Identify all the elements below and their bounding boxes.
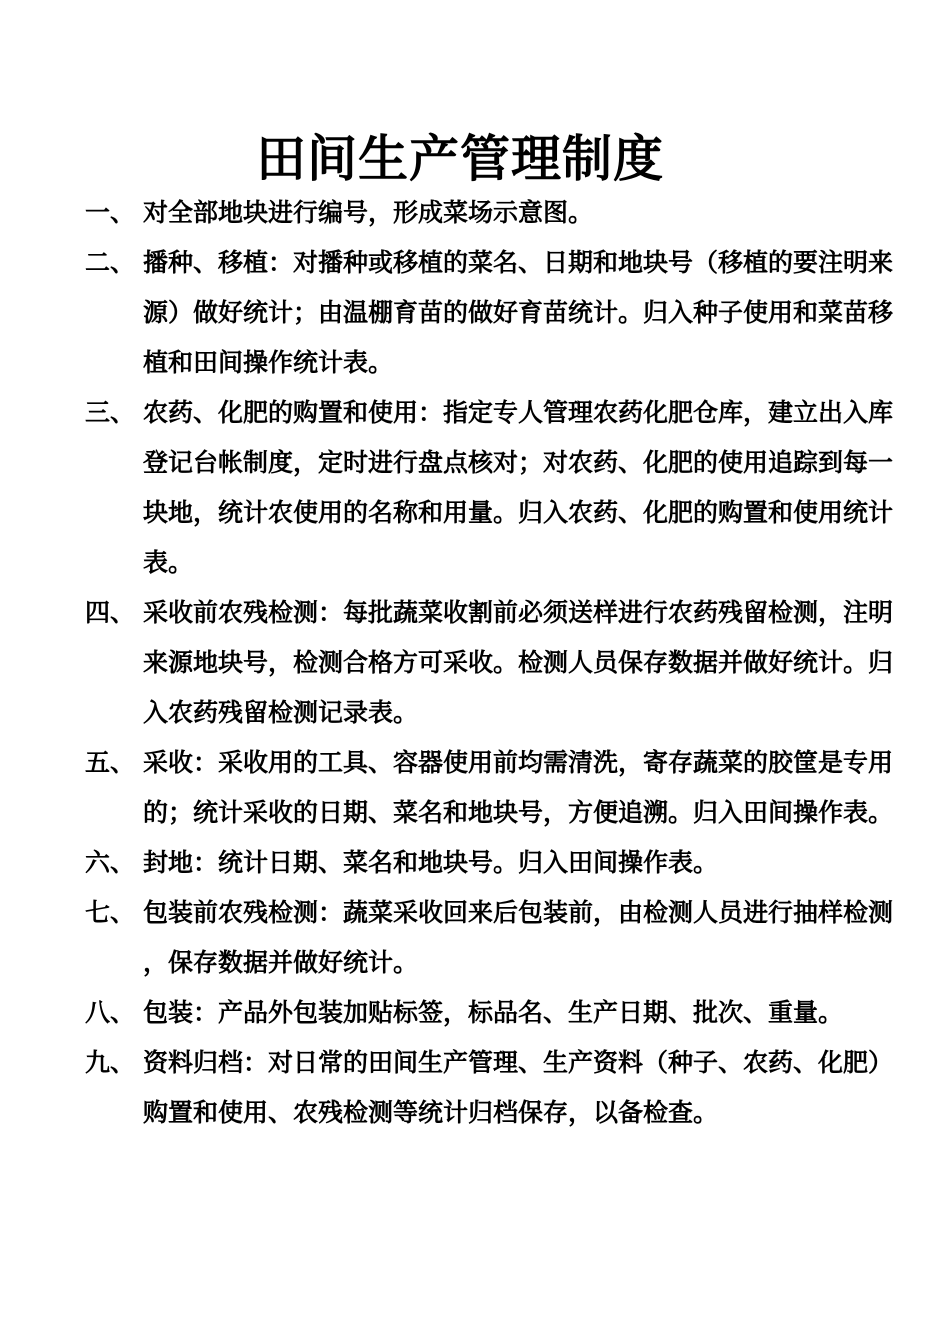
item-text: 采收前农残检测：每批蔬菜收割前必须送样进行农药残留检测，注明来源地块号，检测合格方可采收。检测人员保存数据并做好统计。归入农药残留检测记录表。 [143,598,894,727]
list-item [85,738,897,838]
item-text: 资料归档：对日常的田间生产管理、生产资料（种子、农药、化肥）购置和使用、农残检测等统计归档保存，以备检查。 [143,1048,894,1127]
item-number: 八、 [85,998,136,1027]
list-item [85,588,897,738]
item-number: 七、 [85,898,136,927]
item-text: 包装前农残检测：蔬菜采收回来后包装前，由检测人员进行抽样检测，保存数据并做好统计。 [143,898,894,977]
item-text: 封地：统计日期、菜名和地块号。归入田间操作表。 [143,848,719,877]
document-title: 田间生产管理制度 [256,129,664,188]
item-number: 六、 [85,848,136,877]
list-item [85,388,897,588]
list-item [85,1038,897,1138]
regulation-list [85,188,897,1138]
list-item [85,888,897,988]
list-item [85,188,897,238]
item-text: 对全部地块进行编号，形成菜场示意图。 [143,198,594,227]
item-number: 三、 [85,398,136,427]
item-number: 九、 [85,1048,136,1077]
item-number: 五、 [85,748,136,777]
item-text: 采收：采收用的工具、容器使用前均需清洗，寄存蔬菜的胶筐是专用的；统计采收的日期、菜名和地块号，方便追溯。归入田间操作表。 [143,748,894,827]
list-item [85,238,897,388]
list-item [85,988,897,1038]
item-number: 一、 [85,198,136,227]
item-text: 农药、化肥的购置和使用：指定专人管理农药化肥仓库，建立出入库登记台帐制度，定时进行盘点核对；对农药、化肥的使用追踪到每一块地，统计农使用的名称和用量。归入农药、化肥的购置和使用统计表。 [143,398,894,577]
item-number: 四、 [85,598,136,627]
list-item [85,838,897,888]
item-text: 包装：产品外包装加贴标签，标品名、生产日期、批次、重量。 [143,998,844,1027]
item-number: 二、 [85,248,136,277]
item-text: 播种、移植：对播种或移植的菜名、日期和地块号（移植的要注明来源）做好统计；由温棚育苗的做好育苗统计。归入种子使用和菜苗移植和田间操作统计表。 [143,248,894,377]
